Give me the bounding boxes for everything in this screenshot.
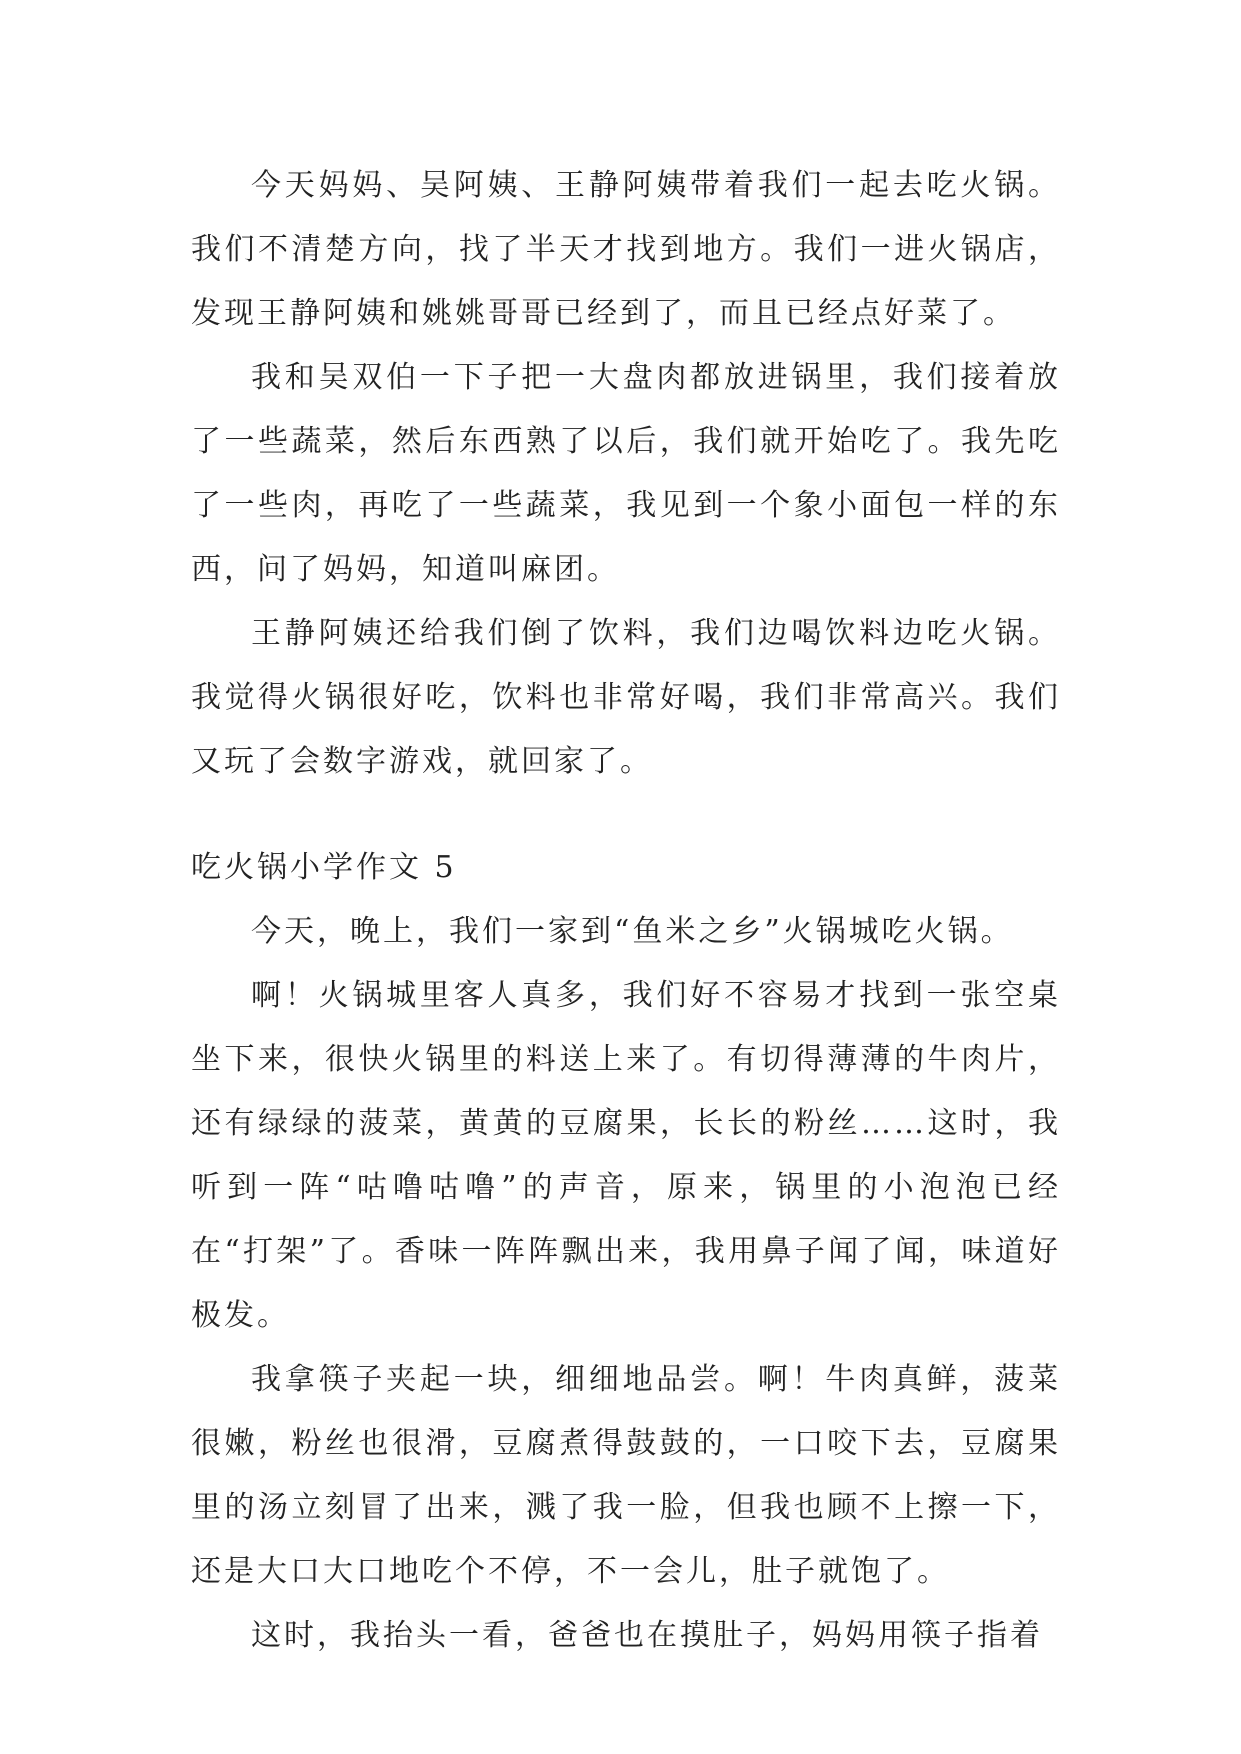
paragraph-6: 我拿筷子夹起一块，细细地品尝。啊！牛肉真鲜，菠菜很嫩，粉丝也很滑，豆腐煮得鼓鼓的，一口咬下去，豆腐果里的汤立刻冒了出来，溅了我一脸，但我也顾不上擦一下，还是大口大口地吃个不停，不一会儿，肚子就饱了。 — [191, 1362, 1061, 1589]
paragraph-1: 今天妈妈、吴阿姨、王静阿姨带着我们一起去吃火锅。我们不清楚方向，找了半天才找到地方。我们一进火锅店，发现王静阿姨和姚姚哥哥已经到了，而且已经点好菜了。 — [191, 168, 1061, 331]
document-body — [191, 154, 1061, 1668]
paragraph-4: 今天，晚上，我们一家到“鱼米之乡”火锅城吃火锅。 — [251, 914, 1014, 949]
paragraph-5: 啊！火锅城里客人真多，我们好不容易才找到一张空桌坐下来，很快火锅里的料送上来了。有切得薄薄的牛肉片，还有绿绿的菠菜，黄黄的豆腐果，长长的粉丝……这时，我听到一阵“咕噜咕噜”的声音，原来，锅里的小泡泡已经在“打架”了。香味一阵阵飘出来，我用鼻子闻了闻，味道好极发。 — [191, 978, 1061, 1333]
paragraph-2: 我和吴双伯一下子把一大盘肉都放进锅里，我们接着放了一些蔬菜，然后东西熟了以后，我们就开始吃了。我先吃了一些肉，再吃了一些蔬菜，我见到一个象小面包一样的东西，问了妈妈，知道叫麻团。 — [191, 360, 1061, 587]
section-title: 吃火锅小学作文 5 — [191, 850, 457, 885]
paragraph-3: 王静阿姨还给我们倒了饮料，我们边喝饮料边吃火锅。我觉得火锅很好吃，饮料也非常好喝，我们非常高兴。我们又玩了会数字游戏，就回家了。 — [191, 616, 1061, 779]
paragraph-7: 这时，我抬头一看，爸爸也在摸肚子，妈妈用筷子指着 — [251, 1618, 1043, 1653]
